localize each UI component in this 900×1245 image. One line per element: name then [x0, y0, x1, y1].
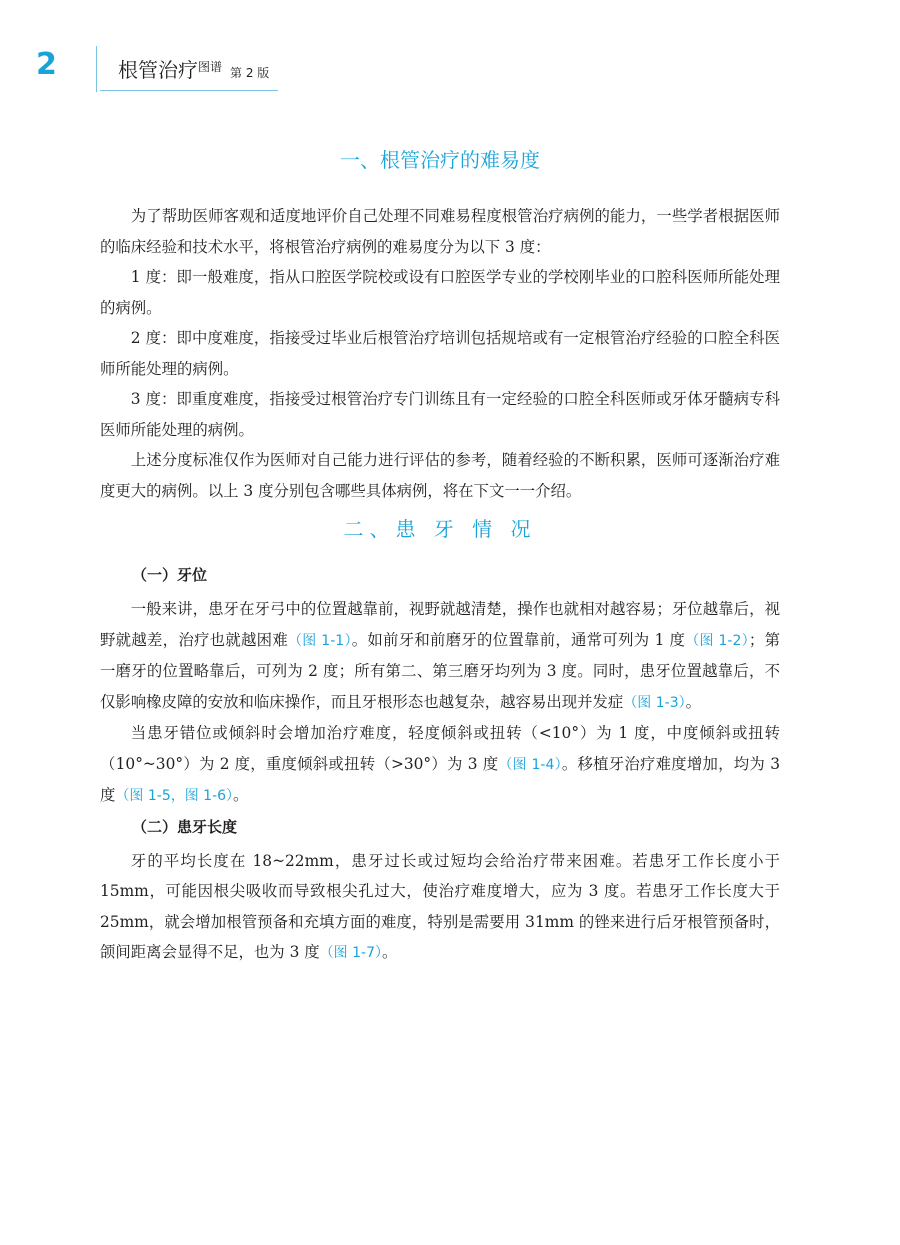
- subsection-heading-tooth-length: （二）患牙长度: [132, 817, 238, 836]
- paragraph: [100, 846, 780, 969]
- text-run: 牙的平均长度在 18~22mm，患牙过长或过短均会给治疗带来困难。若患牙工作长度小于 15mm，可能因根尖吸收而导致根尖孔过大，使治疗难度增大，应为 3 度。若患牙工作长度大于 25mm，就会增加根管预备和充填方面的难度，特别是需要用 31mm 的锉来进行后牙根管预备时，颌间距离会显得不足，也为 3 度: [100, 851, 780, 961]
- edition-label: 第 2 版: [230, 66, 270, 80]
- text-run: 。如前牙和前磨牙的位置靠前，通常可列为 1 度: [351, 630, 686, 649]
- header-horizontal-rule: [100, 90, 278, 91]
- section-heading-difficulty: 一、根管治疗的难易度: [340, 148, 540, 172]
- figure-ref-1-2[interactable]: （图 1-2）: [685, 632, 749, 649]
- figure-ref-1-3[interactable]: （图 1-3）: [623, 694, 686, 711]
- book-title: [118, 60, 269, 80]
- paragraph: 1 度：即一般难度，指从口腔医学院校或设有口腔医学专业的学校刚毕业的口腔科医师所能处理的病例。: [100, 268, 780, 317]
- page-number: 2: [36, 47, 57, 82]
- paragraph: [100, 594, 780, 718]
- book-title-suffix: 图谱: [198, 60, 223, 74]
- figure-ref-1-4[interactable]: （图 1-4）: [498, 756, 562, 773]
- book-title-main: 根管治疗: [118, 58, 198, 82]
- paragraph: 3 度：即重度难度，指接受过根管治疗专门训练且有一定经验的口腔全科医师或牙体牙髓病专科医师所能处理的病例。: [100, 390, 780, 439]
- paragraph: 上述分度标准仅作为医师对自己能力进行评估的参考，随着经验的不断积累，医师可逐渐治疗难度更大的病例。以上 3 度分别包含哪些具体病例，将在下文一一介绍。: [100, 451, 780, 500]
- text-run: ；第一磨牙的位置略靠后，可列为 2 度；所有第二、第三磨牙均列为 3 度。同时，患牙位置越靠后，不仅影响橡皮障的安放和临床操作，而且牙根形态也越复杂，越容易出现并发症: [100, 630, 780, 711]
- text-run: 。: [233, 786, 249, 804]
- text-run: 。: [685, 692, 702, 711]
- running-header: [0, 0, 900, 100]
- page-body: [100, 145, 780, 969]
- text-run: 。: [381, 943, 398, 961]
- text-run: 一般来讲，患牙在牙弓中的位置越靠前，视野就越清楚，操作也就相对越容易；牙位越靠后，视野就越差，治疗也就越困难: [100, 600, 780, 649]
- paragraph: [100, 718, 780, 812]
- text-run: 当患牙错位或倾斜时会增加治疗难度，轻度倾斜或扭转（<10°）为 1 度，中度倾斜或扭转（10°~30°）为 2 度，重度倾斜或扭转（>30°）为 3 度: [100, 724, 780, 773]
- section-heading-tooth-condition: 二、患 牙 情 况: [343, 517, 537, 541]
- subsection-heading-tooth-position: （一）牙位: [132, 566, 208, 584]
- paragraph: 2 度：即中度难度，指接受过毕业后根管治疗培训包括规培或有一定根管治疗经验的口腔全科医师所能处理的病例。: [100, 329, 780, 378]
- figure-ref-1-1[interactable]: （图 1-1）: [288, 632, 352, 649]
- figure-ref-1-7[interactable]: （图 1-7）: [319, 945, 382, 961]
- paragraph: 为了帮助医师客观和适度地评价自己处理不同难易程度根管治疗病例的能力，一些学者根据医师的临床经验和技术水平，将根管治疗病例的难易度分为以下 3 度：: [100, 207, 780, 256]
- header-vertical-rule: [96, 46, 97, 92]
- text-run: 。移植牙治疗难度增加，均为 3 度: [100, 754, 780, 804]
- figure-ref-1-5-1-6[interactable]: （图 1-5，图 1-6）: [115, 788, 234, 804]
